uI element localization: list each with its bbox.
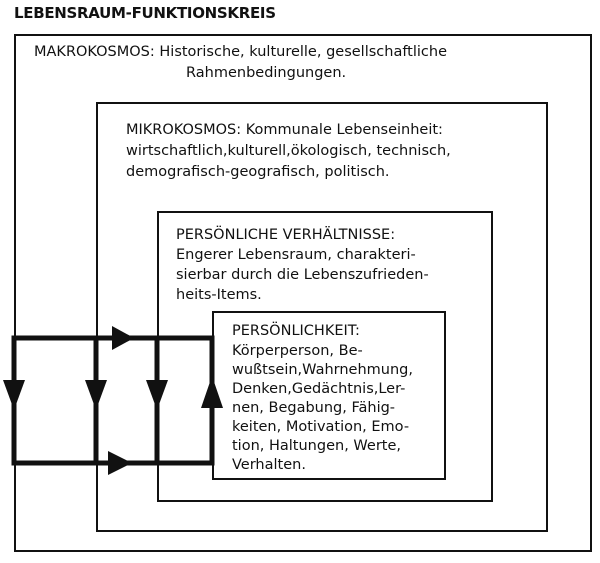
persoenlichkeit-line-3: wußtsein,Wahrnehmung, — [232, 362, 413, 378]
persoenlichkeit-line-8: Verhalten. — [232, 457, 306, 473]
makrokosmos-line-1: MAKROKOSMOS: Historische, kulturelle, gesellschaftliche — [34, 44, 448, 60]
arrow-down-icon-2 — [85, 380, 107, 410]
mikrokosmos-line-1: MIKROKOSMOS: Kommunale Lebenseinheit: — [126, 122, 443, 138]
diagram-title: LEBENSRAUM-FUNKTIONSKREIS — [14, 4, 276, 22]
persoenliche-line-2: Engerer Lebensraum, charakteri- — [176, 247, 416, 263]
persoenlichkeit-line-5: nen, Begabung, Fähig- — [232, 400, 396, 416]
arrow-right-icon — [108, 451, 132, 475]
mikrokosmos-line-3: demografisch-geografisch, politisch. — [126, 164, 390, 180]
mikrokosmos-line-2: wirtschaftlich,kulturell,ökologisch, technisch, — [126, 143, 451, 159]
persoenlichkeit-line-6: keiten, Motivation, Emo- — [232, 419, 410, 435]
makrokosmos-line-2: Rahmenbedingungen. — [186, 65, 347, 81]
persoenlichkeit-line-4: Denken,Gedächtnis,Ler- — [232, 381, 406, 397]
arrow-down-icon-3 — [146, 380, 168, 410]
persoenliche-line-3: sierbar durch die Lebenszufrieden- — [176, 267, 429, 283]
persoenliche-line-1: PERSÖNLICHE VERHÄLTNISSE: — [176, 227, 396, 243]
arrow-up-icon — [201, 376, 223, 408]
arrow-left-icon — [112, 326, 134, 350]
persoenlichkeit-line-7: tion, Haltungen, Werte, — [232, 438, 401, 454]
persoenlichkeit-line-2: Körperperson, Be- — [232, 343, 363, 359]
persoenlichkeit-line-1: PERSÖNLICHKEIT: — [232, 323, 360, 339]
persoenliche-line-4: heits-Items. — [176, 287, 262, 303]
arrow-down-icon-1 — [3, 380, 25, 410]
